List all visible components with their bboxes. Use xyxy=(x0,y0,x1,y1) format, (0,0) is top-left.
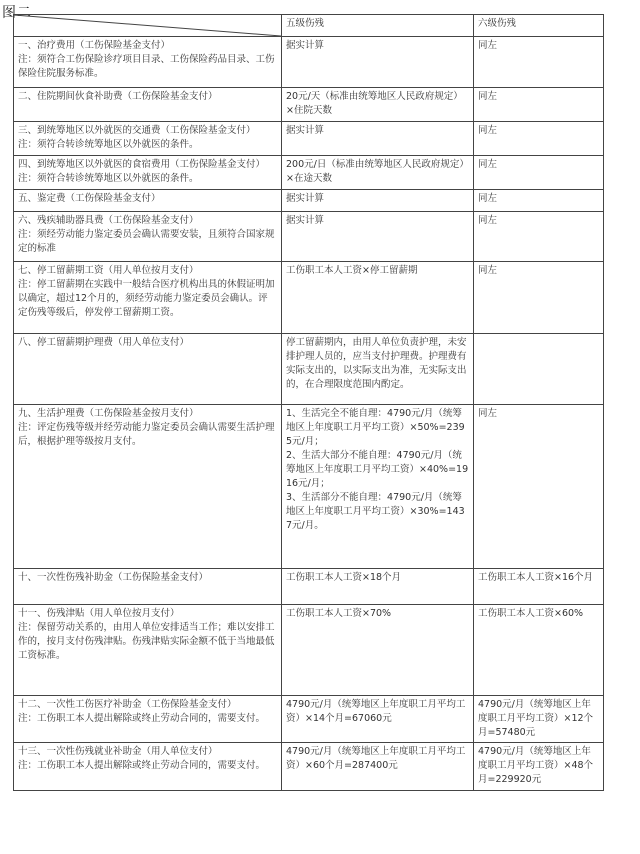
item-title: 五、鉴定费（工伤保险基金支付） xyxy=(18,193,161,204)
grade6-cell xyxy=(474,156,604,190)
item-cell xyxy=(14,262,282,334)
table-row xyxy=(14,569,604,605)
grade6-cell xyxy=(474,605,604,696)
grade5-cell xyxy=(282,334,474,405)
item-title: 十三、一次性伤残就业补助金（用人单位支付） xyxy=(18,746,218,757)
grade5-text: 据实计算 xyxy=(286,193,325,204)
figure-label: 图二 xyxy=(2,5,32,21)
grade5-text: 据实计算 xyxy=(286,40,325,51)
grade6-text: 工伤职工本人工资×60% xyxy=(478,608,584,619)
grade6-cell xyxy=(474,190,604,212)
item-title: 六、残疾辅助器具费（工伤保险基金支付） xyxy=(18,215,199,226)
grade6-text: 同左 xyxy=(478,91,498,102)
grade6-cell xyxy=(474,88,604,122)
grade6-text: 同左 xyxy=(478,125,498,136)
grade6-text: 同左 xyxy=(478,40,498,51)
item-cell xyxy=(14,605,282,696)
item-cell xyxy=(14,122,282,156)
grade6-cell xyxy=(474,743,604,791)
grade6-text: 同左 xyxy=(478,408,498,419)
grade5-text: 3、生活部分不能自理：4790元/月（统筹地区上年度职工月平均工资）×30%=1437元/月。 xyxy=(286,492,465,531)
diagonal-line xyxy=(14,15,281,36)
grade5-cell xyxy=(282,405,474,569)
item-note: 注：评定伤残等级并经劳动能力鉴定委员会确认需要生活护理后，根据护理等级按月支付。 xyxy=(18,422,275,447)
grade5-text: 工伤职工本人工资×停工留薪期 xyxy=(286,265,418,276)
item-title: 八、停工留薪期护理费（用人单位支付） xyxy=(18,337,190,348)
table-row xyxy=(14,743,604,791)
grade6-text: 4790元/月（统筹地区上年度职工月平均工资）×48个月=229920元 xyxy=(478,746,594,785)
item-note: 注：须符合转诊统筹地区以外就医的条件。 xyxy=(18,139,199,150)
grade5-text: 4790元/月（统筹地区上年度职工月平均工资）×14个月=67060元 xyxy=(286,699,466,724)
item-cell xyxy=(14,190,282,212)
item-note: 注：工伤职工本人提出解除或终止劳动合同的，需要支付。 xyxy=(18,713,266,724)
item-cell xyxy=(14,405,282,569)
item-note: 注：停工留薪期在实践中一般结合医疗机构出具的休假证明加以确定，超过12个月的，须经劳动能力鉴定委员会确认。评定伤残等级后，停发停工留薪期工资。 xyxy=(18,279,275,318)
item-title: 十一、伤残津贴（用人单位按月支付） xyxy=(18,608,180,619)
grade6-cell xyxy=(474,262,604,334)
grade5-text: 1、生活完全不能自理：4790元/月（统筹地区上年度职工月平均工资）×50%=2395元/月； xyxy=(286,408,465,447)
item-cell xyxy=(14,212,282,262)
item-note: 注：工伤职工本人提出解除或终止劳动合同的，需要支付。 xyxy=(18,760,266,771)
table-row xyxy=(14,334,604,405)
item-title: 二、住院期间伙食补助费（工伤保险基金支付） xyxy=(18,91,218,102)
table-row xyxy=(14,156,604,190)
grade6-text: 同左 xyxy=(478,159,498,170)
grade5-cell xyxy=(282,605,474,696)
item-title: 十、一次性伤残补助金（工伤保险基金支付） xyxy=(18,572,209,583)
grade6-cell xyxy=(474,696,604,743)
column-header-grade5: 五级伤残 xyxy=(282,15,474,37)
grade6-cell xyxy=(474,122,604,156)
item-cell xyxy=(14,88,282,122)
grade5-text: 工伤职工本人工资×70% xyxy=(286,608,392,619)
table-row xyxy=(14,88,604,122)
table-row xyxy=(14,405,604,569)
grade5-cell xyxy=(282,156,474,190)
item-cell xyxy=(14,37,282,88)
grade5-cell xyxy=(282,122,474,156)
item-cell xyxy=(14,569,282,605)
item-title: 一、治疗费用（工伤保险基金支付） xyxy=(18,40,171,51)
grade6-text: 同左 xyxy=(478,193,498,204)
grade6-text: 同左 xyxy=(478,215,498,226)
grade6-cell xyxy=(474,334,604,405)
compensation-table xyxy=(13,14,604,791)
grade5-cell xyxy=(282,190,474,212)
table-row xyxy=(14,190,604,212)
grade5-text: 200元/日（标准由统筹地区人民政府规定）×在途天数 xyxy=(286,159,469,184)
table-row xyxy=(14,122,604,156)
item-title: 九、生活护理费（工伤保险基金按月支付） xyxy=(18,408,199,419)
item-cell xyxy=(14,156,282,190)
grade6-cell xyxy=(474,37,604,88)
diagonal-header-cell xyxy=(14,15,282,37)
grade5-cell xyxy=(282,37,474,88)
grade6-text: 同左 xyxy=(478,265,498,276)
grade6-cell xyxy=(474,405,604,569)
item-note: 注：须符合工伤保险诊疗项目目录、工伤保险药品目录、工伤保险住院服务标准。 xyxy=(18,54,275,79)
grade5-text: 2、生活大部分不能自理：4790元/月（统筹地区上年度职工月平均工资）×40%=1916元/月； xyxy=(286,450,469,489)
item-title: 三、到统筹地区以外就医的交通费（工伤保险基金支付） xyxy=(18,125,256,136)
table-row xyxy=(14,605,604,696)
item-note: 注：保留劳动关系的，由用人单位安排适当工作；难以安排工作的，按月支付伤残津贴。伤残津贴实际金额不低于当地最低工资标准。 xyxy=(18,622,275,661)
item-cell xyxy=(14,696,282,743)
grade5-text: 20元/天（标准由统筹地区人民政府规定）×住院天数 xyxy=(286,91,463,116)
grade5-cell xyxy=(282,743,474,791)
grade6-cell xyxy=(474,212,604,262)
item-title: 四、到统筹地区以外就医的食宿费用（工伤保险基金支付） xyxy=(18,159,266,170)
table-row xyxy=(14,696,604,743)
grade5-text: 据实计算 xyxy=(286,215,325,226)
grade5-cell xyxy=(282,569,474,605)
item-cell xyxy=(14,743,282,791)
item-title: 十二、一次性工伤医疗补助金（工伤保险基金支付） xyxy=(18,699,237,710)
table-row xyxy=(14,37,604,88)
grade5-cell xyxy=(282,696,474,743)
grade5-cell xyxy=(282,212,474,262)
grade5-text: 据实计算 xyxy=(286,125,325,136)
grade5-text: 4790元/月（统筹地区上年度职工月平均工资）×60个月=287400元 xyxy=(286,746,466,771)
grade6-text: 4790元/月（统筹地区上年度职工月平均工资）×12个月=57480元 xyxy=(478,699,594,738)
grade5-text: 工伤职工本人工资×18个月 xyxy=(286,572,402,583)
item-note: 注：须符合转诊统筹地区以外就医的条件。 xyxy=(18,173,199,184)
header-row xyxy=(14,15,604,37)
grade5-cell xyxy=(282,88,474,122)
grade5-cell xyxy=(282,262,474,334)
item-title: 七、停工留薪期工资（用人单位按月支付） xyxy=(18,265,199,276)
grade6-cell xyxy=(474,569,604,605)
table-row xyxy=(14,262,604,334)
table-row xyxy=(14,212,604,262)
grade5-text: 停工留薪期内，由用人单位负责护理，未安排护理人员的，应当支付护理费。护理费有实际支出的，以实际支出为准，无实际支出的，在合理限度范围内酌定。 xyxy=(286,337,467,390)
item-cell xyxy=(14,334,282,405)
item-note: 注：须经劳动能力鉴定委员会确认需要安装，且须符合国家规定的标准 xyxy=(18,229,275,254)
grade6-text: 工伤职工本人工资×16个月 xyxy=(478,572,594,583)
column-header-grade6: 六级伤残 xyxy=(474,15,604,37)
